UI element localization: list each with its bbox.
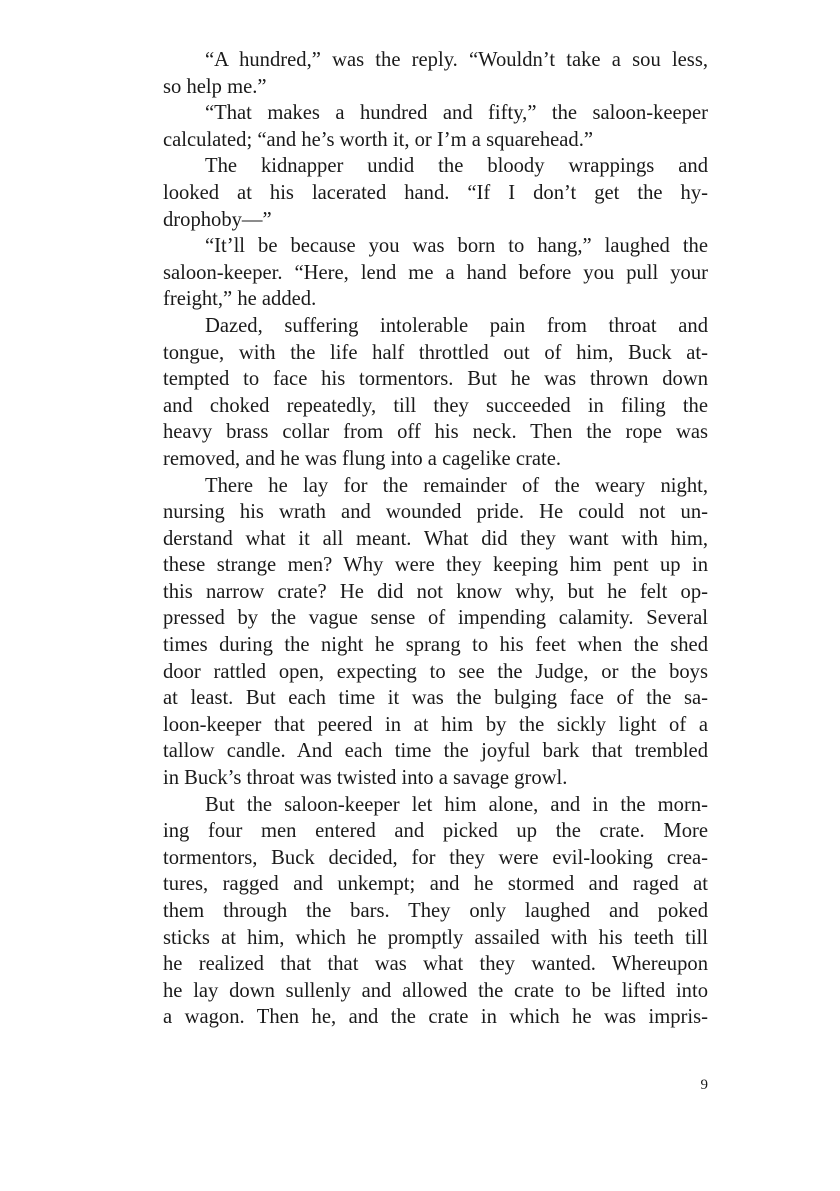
text-line: There he lay for the remainder of the weary night, [205,474,708,497]
text-line: pressed by the vague sense of impending calamity. Several [163,607,708,630]
text-line: a wagon. Then he, and the crate in which he was impris- [163,1006,708,1029]
text-line: them through the bars. They only laughed and poked [163,900,708,922]
text-line: derstand what it all meant. What did they want with him, [163,527,708,550]
text-line: The kidnapper undid the bloody wrappings and [205,155,708,178]
text-line: tures, ragged and unkempt; and he stormed and raged at [163,873,708,896]
text-line: times during the night he sprang to his feet when the shed [163,634,708,657]
text-line: he realized that that was what they wanted. Whereupon [163,953,708,976]
text-line: “A hundred,” was the reply. “Wouldn’t take a sou less, [205,49,708,71]
text-line: this narrow crate? He did not know why, but he felt op- [163,580,708,603]
text-line: tallow candle. And each time the joyful bark that trembled [163,740,708,763]
page-number: 9 [700,1077,708,1093]
text-line: in Buck’s throat was twisted into a savage growl. [163,767,568,790]
text-line: he lay down sullenly and allowed the crate to be lifted into [163,979,708,1002]
text-line: “It’ll be because you was born to hang,” laughed the [205,235,708,258]
text-line: But the saloon-keeper let him alone, and in the morn- [205,793,708,816]
text-line: ing four men entered and picked up the crate. More [163,820,708,843]
text-line: so help me.” [163,75,267,98]
text-line: tormentors, Buck decided, for they were evil-looking crea- [163,846,708,869]
text-line: tempted to face his tormentors. But he was thrown down [163,368,708,391]
text-line: tongue, with the life half throttled out of him, Buck at- [163,341,708,364]
text-line: looked at his lacerated hand. “If I don’t get the hy- [163,181,708,204]
text-line: sticks at him, which he promptly assailed with his teeth till [163,926,708,949]
text-line: at least. But each time it was the bulging face of the sa- [163,687,708,710]
text-line: freight,” he added. [163,288,317,311]
text-line: and choked repeatedly, till they succeeded in filing the [163,394,708,417]
text-line: removed, and he was flung into a cagelike crate. [163,447,561,470]
text-line: these strange men? Why were they keeping him pent up in [163,554,708,577]
text-line: drophoby—” [163,208,272,231]
text-line: heavy brass collar from off his neck. Then the rope was [163,421,708,444]
text-line: door rattled open, expecting to see the Judge, or the boys [163,660,708,683]
text-line: nursing his wrath and wounded pride. He could not un- [163,501,708,524]
body-text [163,47,708,1031]
text-line: Dazed, suffering intolerable pain from throat and [205,314,708,337]
text-line: calculated; “and he’s worth it, or I’m a squarehead.” [163,128,593,151]
text-line: “That makes a hundred and fifty,” the saloon-keeper [205,102,708,125]
text-line: saloon-keeper. “Here, lend me a hand before you pull your [163,261,708,284]
text-line: loon-keeper that peered in at him by the sickly light of a [163,713,708,736]
